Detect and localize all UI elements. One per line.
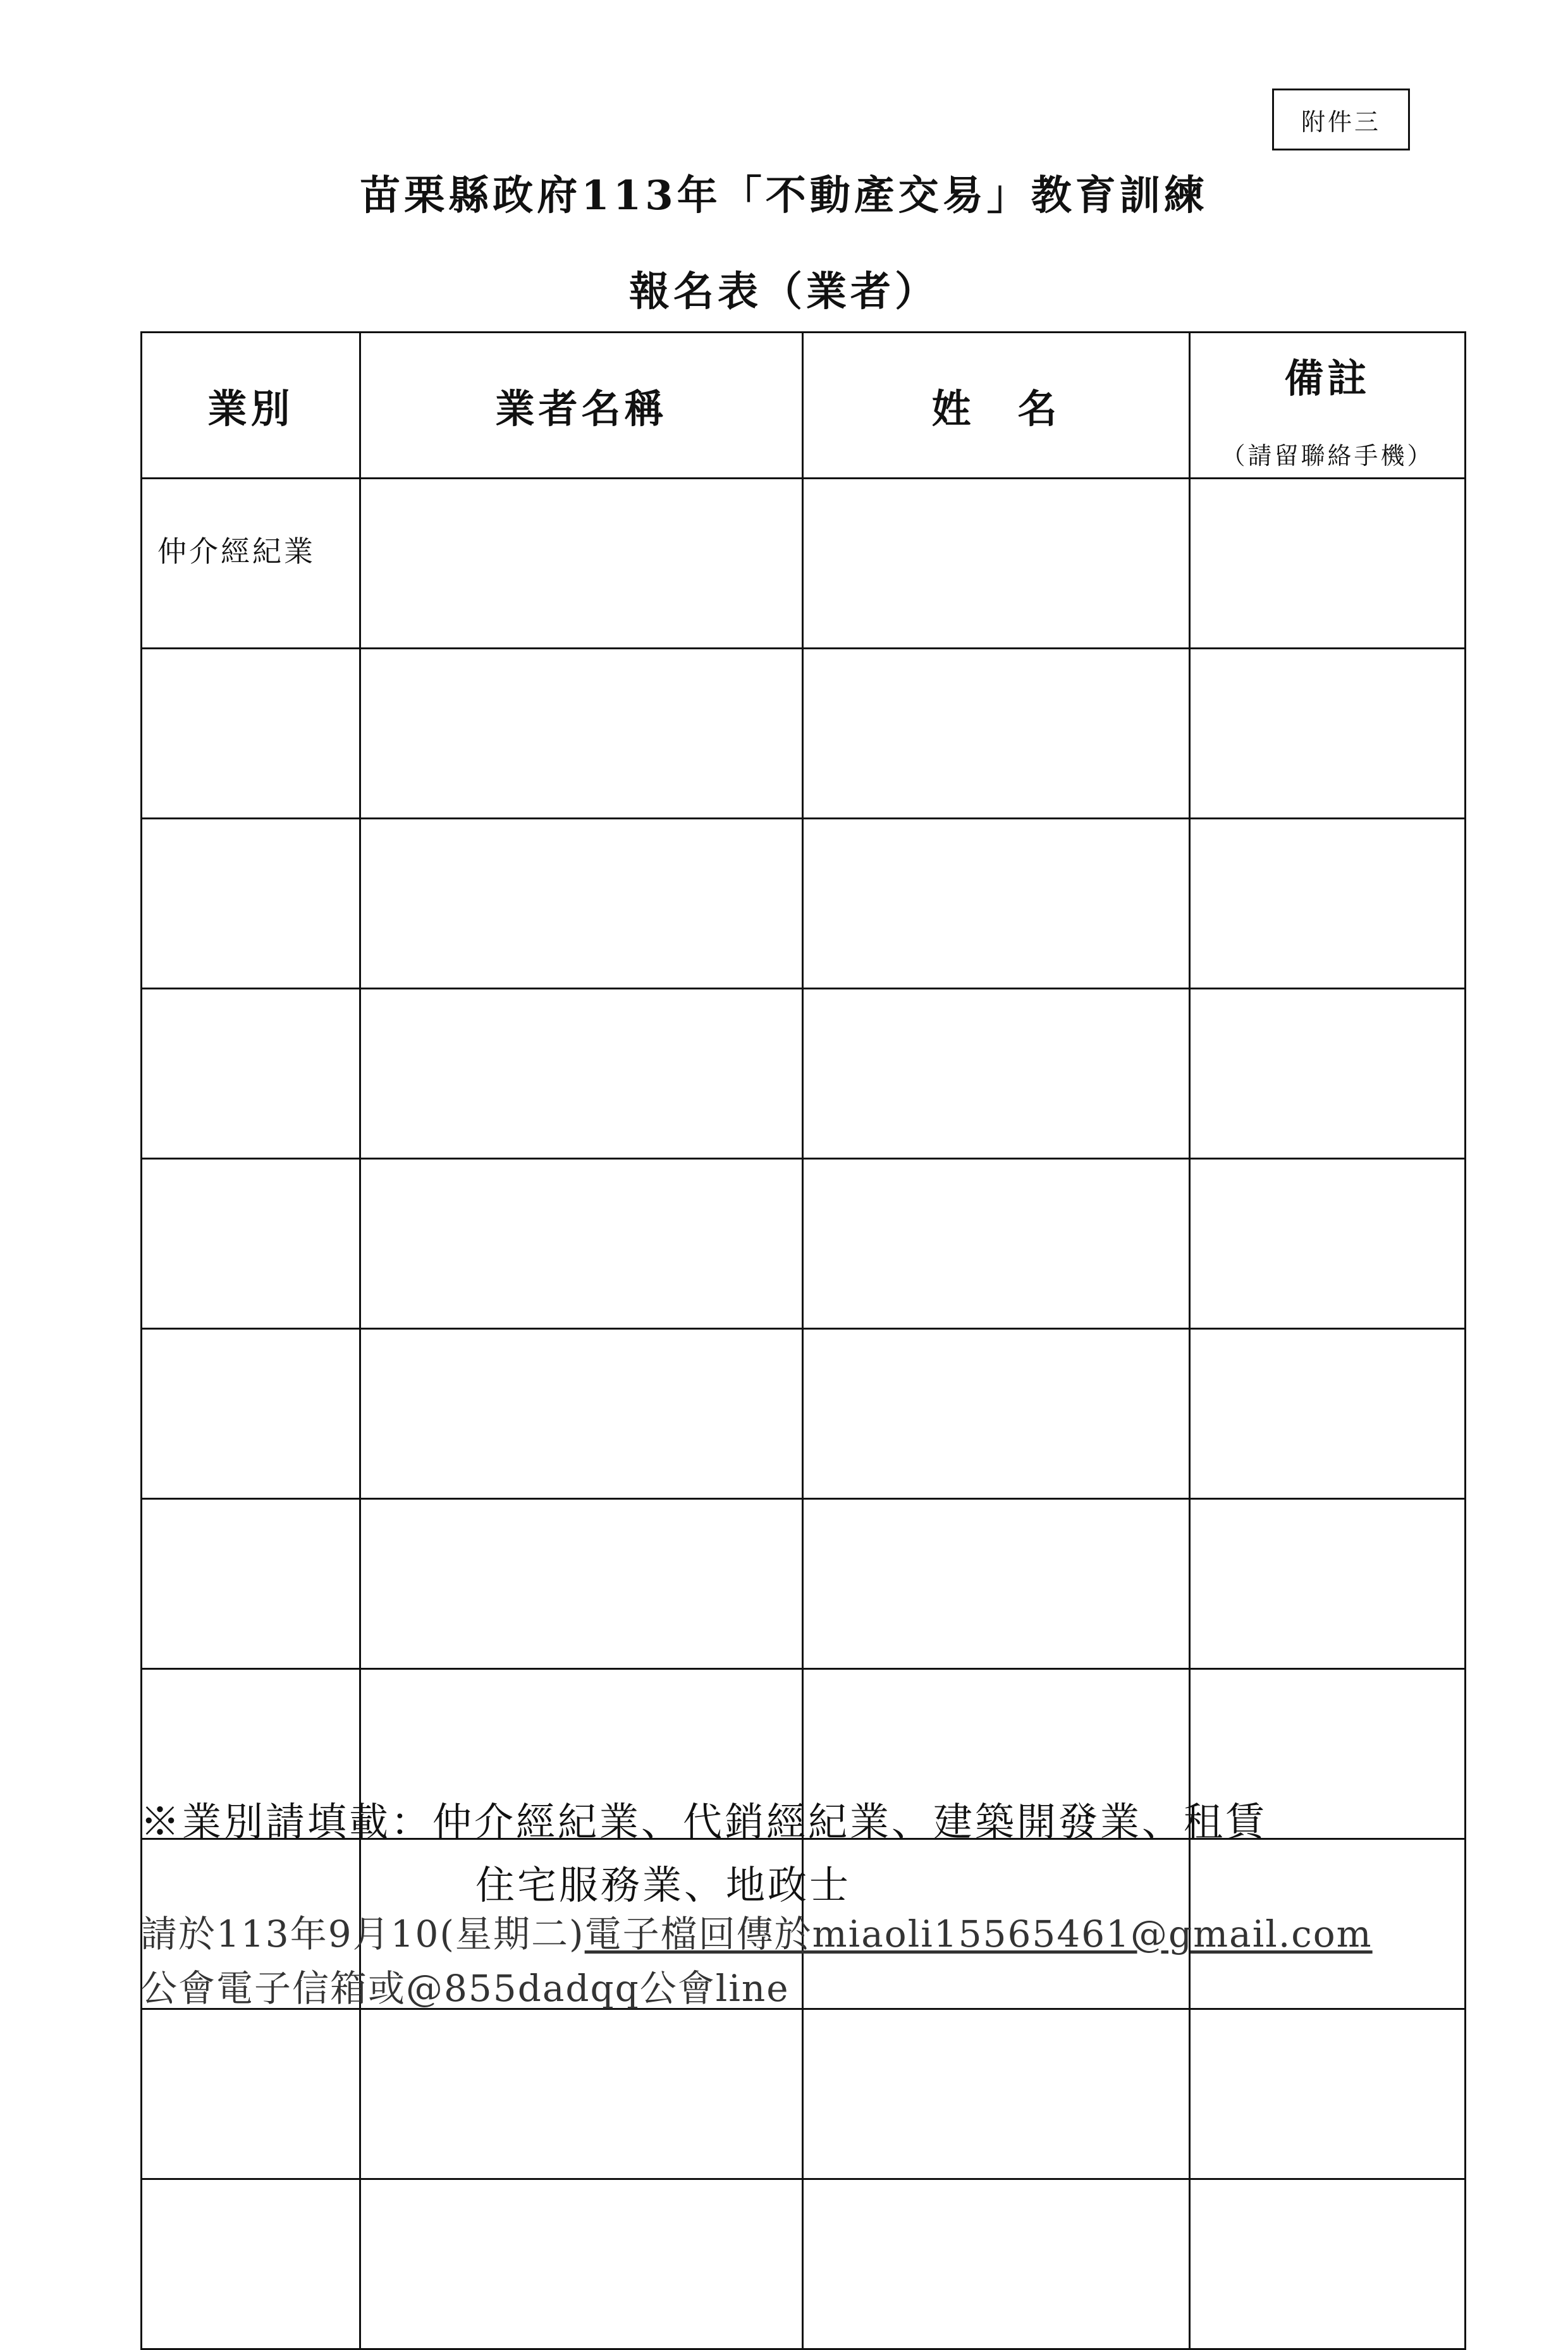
attachment-label: 附件三: [1272, 89, 1410, 150]
table-row: [142, 819, 1466, 989]
table-row: [142, 1499, 1466, 1669]
cell-company-name[interactable]: [360, 989, 803, 1159]
header-remark-note: （請留聯絡手機）: [1221, 442, 1434, 470]
header-remark-label: 備註: [1284, 355, 1371, 401]
cell-remark[interactable]: [1190, 649, 1466, 819]
cell-remark[interactable]: [1190, 479, 1466, 649]
cell-remark[interactable]: [1190, 819, 1466, 989]
table-row: [142, 479, 1466, 649]
cell-company-name[interactable]: [360, 1159, 803, 1329]
instructions-email: 電子檔回傳於miaoli15565461@gmail.com: [584, 1912, 1373, 1955]
cell-category[interactable]: [142, 2009, 360, 2179]
document-title: 苗栗縣政府113年「不動產交易」教育訓練: [360, 172, 1208, 219]
cell-category[interactable]: [142, 1329, 360, 1499]
cell-category[interactable]: [142, 819, 360, 989]
header-person-name: 姓 名: [803, 333, 1190, 479]
category-note: [140, 1790, 1468, 1917]
cell-category[interactable]: [142, 1159, 360, 1329]
cell-company-name[interactable]: [360, 479, 803, 649]
table-header-row: [142, 333, 1466, 479]
cell-company-name[interactable]: [360, 649, 803, 819]
cell-remark[interactable]: [1190, 1499, 1466, 1669]
cell-remark[interactable]: [1190, 1329, 1466, 1499]
registration-table: [140, 331, 1466, 2350]
header-category: 業別: [142, 333, 360, 479]
cell-category[interactable]: [142, 2179, 360, 2349]
cell-person-name[interactable]: [803, 2179, 1190, 2349]
cell-person-name[interactable]: [803, 479, 1190, 649]
table-row: [142, 2009, 1466, 2179]
instructions-date: 請於113年9月10(星期二): [140, 1912, 585, 1955]
instructions-line1: [140, 1907, 1500, 1961]
cell-company-name[interactable]: [360, 1329, 803, 1499]
cell-category[interactable]: [142, 1499, 360, 1669]
table-row: [142, 649, 1466, 819]
cell-person-name[interactable]: [803, 1159, 1190, 1329]
cell-person-name[interactable]: [803, 1329, 1190, 1499]
cell-category[interactable]: [142, 649, 360, 819]
cell-company-name[interactable]: [360, 1499, 803, 1669]
cell-remark[interactable]: [1190, 2009, 1466, 2179]
submission-instructions: [140, 1907, 1500, 2016]
cell-company-name[interactable]: [360, 2009, 803, 2179]
cell-person-name[interactable]: [803, 2009, 1190, 2179]
cell-category[interactable]: [142, 989, 360, 1159]
cell-company-name[interactable]: [360, 819, 803, 989]
table-row: [142, 1329, 1466, 1499]
cell-category[interactable]: 仲介經紀業: [142, 479, 360, 649]
cell-person-name[interactable]: [803, 989, 1190, 1159]
cell-person-name[interactable]: [803, 819, 1190, 989]
category-note-line1: ※業別請填載：仲介經紀業、代銷經紀業、建築開發業、租賃: [140, 1799, 1268, 1845]
table-row: [142, 2179, 1466, 2349]
table-row: [142, 989, 1466, 1159]
cell-person-name[interactable]: [803, 649, 1190, 819]
cell-person-name[interactable]: [803, 1499, 1190, 1669]
document-subtitle: 報名表（業者）: [629, 268, 939, 315]
header-remark: [1190, 333, 1466, 479]
header-company-name: 業者名稱: [360, 333, 803, 479]
category-note-line2: 住宅服務業、地政士: [475, 1862, 852, 1908]
table-row: [142, 1159, 1466, 1329]
cell-remark[interactable]: [1190, 1159, 1466, 1329]
instructions-line2: 公會電子信箱或@855dadqq公會line: [140, 1967, 790, 2010]
cell-remark[interactable]: [1190, 2179, 1466, 2349]
cell-company-name[interactable]: [360, 2179, 803, 2349]
cell-remark[interactable]: [1190, 989, 1466, 1159]
